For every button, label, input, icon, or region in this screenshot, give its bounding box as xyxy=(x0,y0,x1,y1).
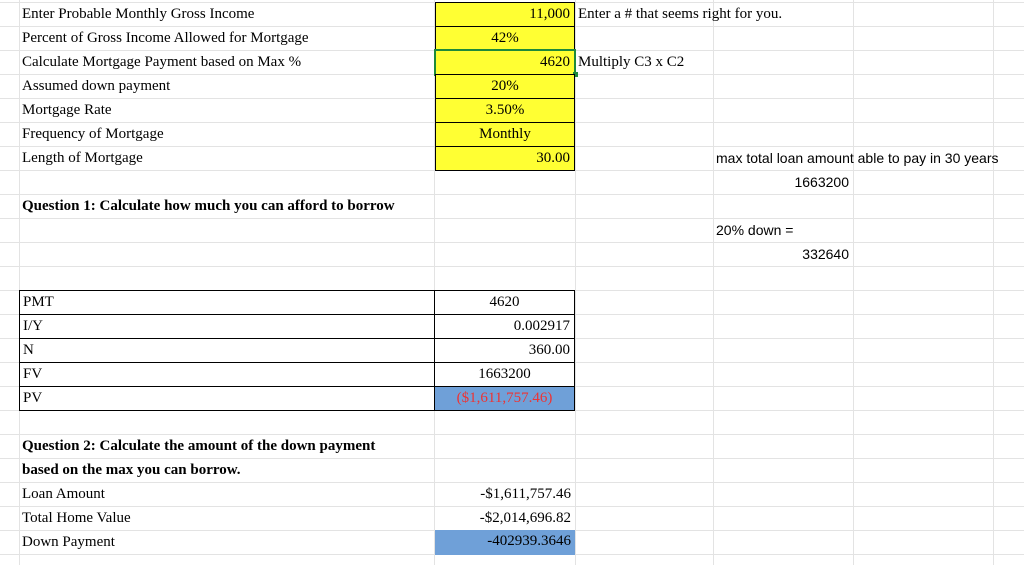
mortgage-rate-label: Mortgage Rate xyxy=(22,102,112,118)
percent-gross-label: Percent of Gross Income Allowed for Mortgage xyxy=(22,30,309,46)
down-payment-label: Down Payment xyxy=(22,534,115,550)
max-loan-value[interactable]: 1663200 xyxy=(794,174,849,190)
total-home-label: Total Home Value xyxy=(22,510,131,526)
income-note: Enter a # that seems right for you. xyxy=(578,6,783,22)
iy-label: I/Y xyxy=(19,314,435,339)
fv-label: FV xyxy=(19,362,435,387)
pmt-label: PMT xyxy=(19,290,435,315)
loan-amount-value[interactable]: -$1,611,757.46 xyxy=(480,486,571,502)
mortgage-rate-cell[interactable]: 3.50% xyxy=(435,98,575,123)
pmt-value[interactable]: 4620 xyxy=(434,290,575,315)
mortgage-payment-cell[interactable]: 4620 xyxy=(435,50,575,75)
payment-note: Multiply C3 x C2 xyxy=(578,54,685,70)
length-label: Length of Mortgage xyxy=(22,150,143,166)
loan-amount-label: Loan Amount xyxy=(22,486,105,502)
frequency-label: Frequency of Mortgage xyxy=(22,126,164,142)
question-2-title-line1: Question 2: Calculate the amount of the down payment xyxy=(22,438,376,454)
question-2-title-line2: based on the max you can borrow. xyxy=(22,462,241,478)
gross-income-cell[interactable]: 11,000 xyxy=(435,2,575,27)
down-payment-value[interactable]: -402939.3646 xyxy=(435,530,575,555)
frequency-cell[interactable]: Monthly xyxy=(435,122,575,147)
down-payment-pct-label: Assumed down payment xyxy=(22,78,171,94)
percent-gross-cell[interactable]: 42% xyxy=(435,26,575,51)
iy-value[interactable]: 0.002917 xyxy=(434,314,575,339)
question-1-title: Question 1: Calculate how much you can afford to borrow xyxy=(22,198,395,214)
down-payment-pct-cell[interactable]: 20% xyxy=(435,74,575,99)
down-label: 20% down = xyxy=(716,222,794,238)
n-label: N xyxy=(19,338,435,363)
n-value[interactable]: 360.00 xyxy=(434,338,575,363)
down-value[interactable]: 332640 xyxy=(802,246,849,262)
mortgage-payment-label: Calculate Mortgage Payment based on Max % xyxy=(22,54,302,70)
gross-income-label: Enter Probable Monthly Gross Income xyxy=(22,6,255,22)
pv-value[interactable]: ($1,611,757.46) xyxy=(434,386,575,411)
length-cell[interactable]: 30.00 xyxy=(435,146,575,171)
pv-label: PV xyxy=(19,386,435,411)
total-home-value[interactable]: -$2,014,696.82 xyxy=(479,510,571,526)
fv-value[interactable]: 1663200 xyxy=(434,362,575,387)
max-loan-label: max total loan amount able to pay in 30 years xyxy=(716,150,999,166)
